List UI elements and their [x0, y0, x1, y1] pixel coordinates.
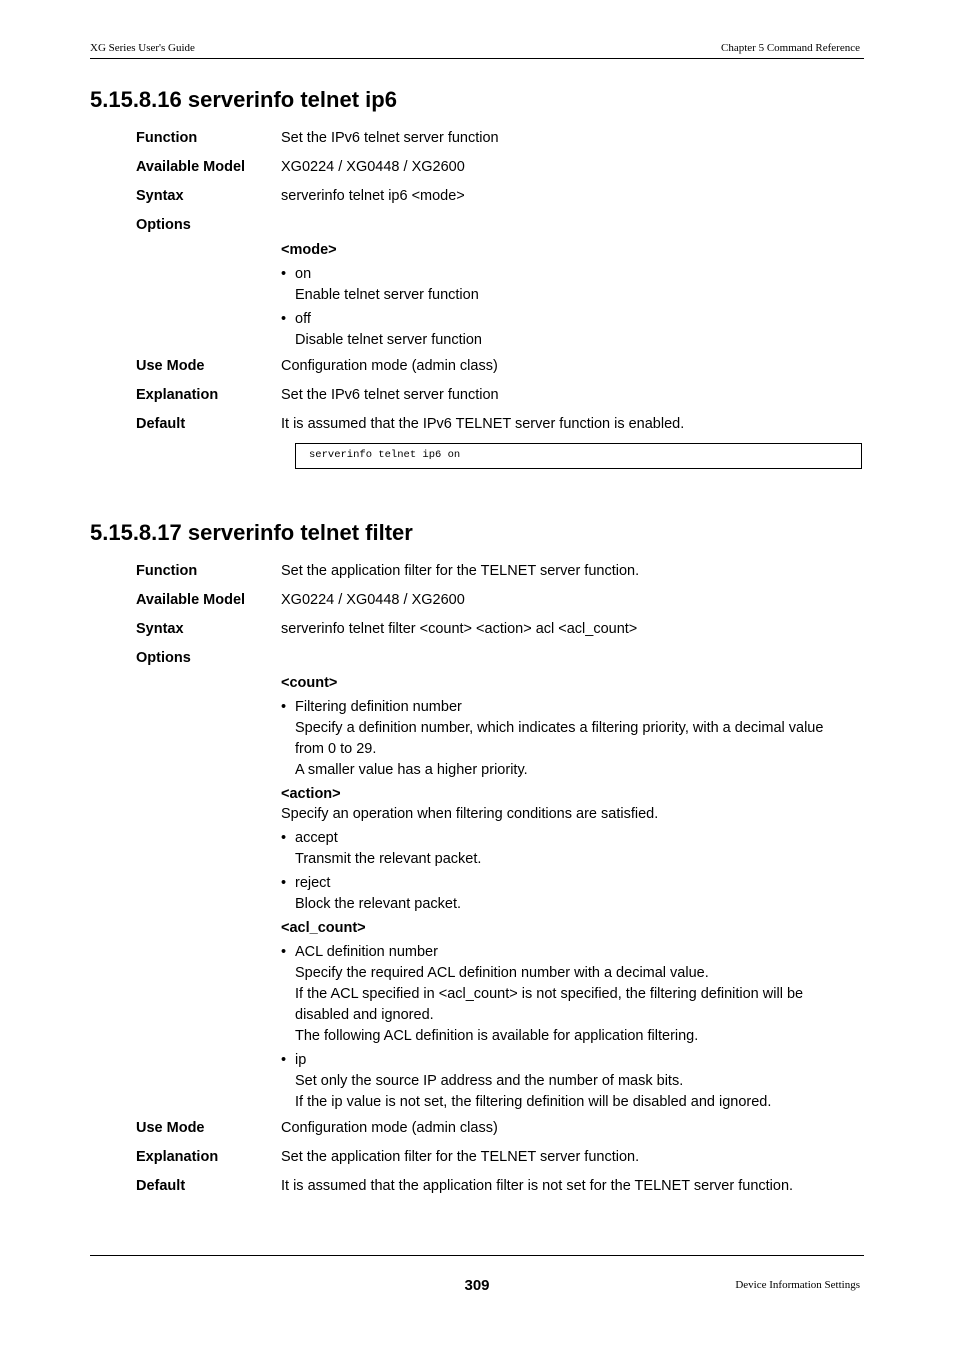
function-row — [90, 128, 864, 149]
default-row — [90, 1176, 864, 1197]
option-line: If the ACL specified in <acl_count> is not specified, the filtering definition will be — [295, 986, 804, 1002]
default-label: Default — [136, 416, 186, 432]
list-item — [281, 309, 864, 351]
explanation-value: Set the IPv6 telnet server function — [281, 387, 499, 403]
options-list — [90, 673, 864, 1113]
footer-divider — [90, 1255, 864, 1256]
option-line: Specify a definition number, which indicates a filtering priority, with a decimal value — [295, 720, 824, 736]
option-action — [281, 784, 864, 915]
option-value-name: on — [295, 266, 312, 282]
syntax-label: Syntax — [136, 188, 184, 204]
option-value-name: accept — [295, 830, 338, 846]
option-name: <count> — [281, 675, 338, 691]
use-mode-value: Configuration mode (admin class) — [281, 1120, 498, 1136]
command-spec — [90, 561, 864, 669]
use-mode-label: Use Mode — [136, 1120, 205, 1136]
default-label: Default — [136, 1178, 186, 1194]
bullet-icon: • — [281, 699, 287, 715]
options-row — [90, 648, 864, 669]
explanation-label: Explanation — [136, 1149, 219, 1165]
option-value-desc: Transmit the relevant packet. — [295, 851, 482, 867]
available-model-value: XG0224 / XG0448 / XG2600 — [281, 592, 465, 608]
header-chapter-title: Chapter 5 Command Reference — [721, 42, 860, 54]
options-row — [90, 215, 864, 236]
explanation-row — [90, 1147, 864, 1168]
option-value-desc: Disable telnet server function — [295, 332, 482, 348]
option-value-name: ip — [295, 1052, 307, 1068]
page-number: 309 — [464, 1277, 490, 1294]
use-mode-label: Use Mode — [136, 358, 205, 374]
options-label: Options — [136, 650, 191, 666]
explanation-value: Set the application filter for the TELNET server function. — [281, 1149, 640, 1165]
function-value: Set the IPv6 telnet server function — [281, 130, 499, 146]
bullet-icon: • — [281, 266, 287, 282]
option-name: <mode> — [281, 242, 337, 258]
explanation-row — [90, 385, 864, 406]
use-mode-value: Configuration mode (admin class) — [281, 358, 498, 374]
command-spec-tail — [90, 1118, 864, 1197]
list-item — [281, 828, 864, 870]
list-item — [281, 264, 864, 306]
command-spec — [90, 128, 864, 236]
option-line: If the ip value is not set, the filtering definition will be disabled and ignored. — [295, 1094, 772, 1110]
header-guide-title: XG Series User's Guide — [90, 42, 195, 54]
bullet-icon: • — [281, 944, 287, 960]
explanation-label: Explanation — [136, 387, 219, 403]
section-title: 5.15.8.17 serverinfo telnet filter — [90, 520, 413, 545]
list-item — [281, 942, 864, 1047]
option-line: The following ACL definition is available for application filtering. — [295, 1028, 699, 1044]
bullet-icon: • — [281, 1052, 287, 1068]
default-value: It is assumed that the IPv6 TELNET server function is enabled. — [281, 416, 685, 432]
available-model-label: Available Model — [136, 159, 246, 175]
syntax-row — [90, 186, 864, 207]
section-title: 5.15.8.16 serverinfo telnet ip6 — [90, 87, 397, 112]
option-line: Set only the source IP address and the number of mask bits. — [295, 1073, 684, 1089]
option-value-name: Filtering definition number — [295, 699, 462, 715]
bullet-icon: • — [281, 830, 287, 846]
function-label: Function — [136, 563, 198, 579]
function-row — [90, 561, 864, 582]
options-list — [90, 240, 864, 351]
default-row — [90, 414, 864, 435]
option-line: A smaller value has a higher priority. — [295, 762, 528, 778]
option-value-name: ACL definition number — [295, 944, 438, 960]
list-item — [281, 697, 864, 781]
option-description: Specify an operation when filtering conditions are satisfied. — [281, 806, 659, 822]
list-item — [281, 1050, 864, 1113]
command-spec-tail — [90, 356, 864, 435]
function-label: Function — [136, 130, 198, 146]
option-value-desc: Block the relevant packet. — [295, 896, 462, 912]
function-value: Set the application filter for the TELNET server function. — [281, 563, 640, 579]
section-serverinfo-telnet-ip6 — [90, 86, 864, 469]
available-model-row — [90, 590, 864, 611]
option-count — [281, 673, 864, 781]
option-line: from 0 to 29. — [295, 741, 377, 757]
footer-section-title: Device Information Settings — [735, 1279, 860, 1291]
option-line: Specify the required ACL definition number with a decimal value. — [295, 965, 709, 981]
use-mode-row — [90, 356, 864, 377]
list-item — [281, 873, 864, 915]
option-value-name: reject — [295, 875, 331, 891]
options-label: Options — [136, 217, 191, 233]
bullet-icon: • — [281, 875, 287, 891]
bullet-icon: • — [281, 311, 287, 327]
use-mode-row — [90, 1118, 864, 1139]
option-name: <acl_count> — [281, 920, 366, 936]
syntax-row — [90, 619, 864, 640]
available-model-row — [90, 157, 864, 178]
syntax-label: Syntax — [136, 621, 184, 637]
option-value-name: off — [295, 311, 311, 327]
page-header — [90, 42, 864, 59]
code-example: serverinfo telnet ip6 on — [295, 443, 862, 469]
section-serverinfo-telnet-filter — [90, 519, 864, 1205]
available-model-label: Available Model — [136, 592, 246, 608]
option-value-desc: Enable telnet server function — [295, 287, 479, 303]
default-value: It is assumed that the application filter is not set for the TELNET server function. — [281, 1178, 794, 1194]
option-acl-count — [281, 918, 864, 1113]
option-line: disabled and ignored. — [295, 1007, 434, 1023]
syntax-value: serverinfo telnet filter <count> <action> acl <acl_count> — [281, 621, 638, 637]
syntax-value: serverinfo telnet ip6 <mode> — [281, 188, 465, 204]
option-name: <action> — [281, 786, 341, 802]
available-model-value: XG0224 / XG0448 / XG2600 — [281, 159, 465, 175]
